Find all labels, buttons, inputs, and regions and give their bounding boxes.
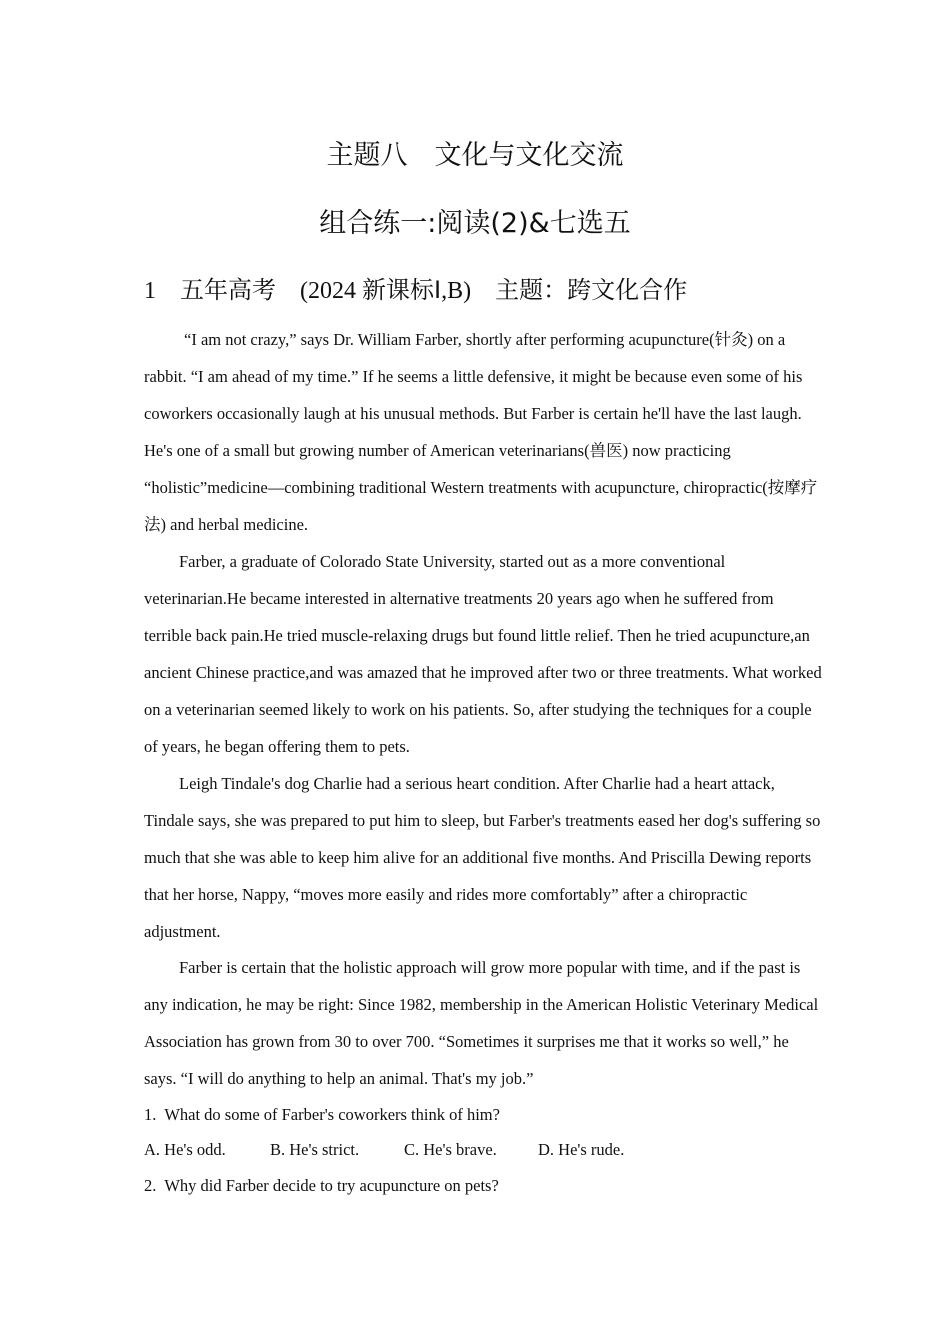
section-heading xyxy=(144,270,687,305)
section-label: 五年高考 xyxy=(180,276,276,304)
question-2: 2. Why did Farber decide to try acupuncture on pets? xyxy=(144,1176,499,1195)
question-1: 1. What do some of Farber's coworkers think of him? xyxy=(144,1105,500,1124)
section-number: 1 xyxy=(144,278,156,304)
passage-body-4 xyxy=(144,949,824,1097)
option-b: B. He's strict. xyxy=(270,1140,360,1159)
paragraph-1: “I am not crazy,” says Dr. William Farber, shortly after performing acupuncture(针灸) on a rabbit. “I am ahead of my time.” If he seems a little defensive, it might be because even some of his coworkers occasionally laugh at his unusual methods. But Farber is certain he'll have the last laugh. He's one of a small but growing number of American veterinarians(兽医) now practicing “holistic”medicine—combining traditional Western treatments with acupuncture, chiropractic(按摩疗法) and herbal medicine. xyxy=(144,330,818,534)
passage-body-2 xyxy=(144,543,824,765)
option-d: D. He's rude. xyxy=(538,1140,625,1159)
option-c: C. He's brave. xyxy=(404,1140,497,1159)
option-a: A. He's odd. xyxy=(144,1140,226,1159)
subtitle: 组合练一:阅读(2)&七选五 xyxy=(319,208,631,239)
section-topic: 主题：跨文化合作 xyxy=(495,276,688,304)
passage-body xyxy=(144,321,824,543)
passage-body-3 xyxy=(144,765,824,950)
paragraph-2: Farber, a graduate of Colorado State University, started out as a more conventional veterinarian.He became interested in alternative treatments 20 years ago when he suffered from terrible back pain.He tried muscle-relaxing drugs but found little relief. Then he tried acupuncture,an ancient Chinese practice,and was amazed that he improved after two or three treatments. What worked on a veterinarian seemed likely to work on his patients. So, after studying the techniques for a couple of years, he began offering them to pets. xyxy=(144,552,822,756)
theme-title: 主题八 文化与文化交流 xyxy=(326,140,624,171)
question-1-options xyxy=(144,1140,624,1160)
paragraph-3: Leigh Tindale's dog Charlie had a serious heart condition. After Charlie had a heart attack, Tindale says, she was prepared to put him to sleep, but Farber's treatments eased her dog's suffering so much that she was able to keep him alive for an additional five months. And Priscilla Dewing reports that her horse, Nappy, “moves more easily and rides more comfortably” after a chiropractic adjustment. xyxy=(144,774,821,941)
section-source: (2024 新课标Ⅰ,B) xyxy=(300,278,472,304)
paragraph-4: Farber is certain that the holistic approach will grow more popular with time, and if the past is any indication, he may be right: Since 1982, membership in the American Holistic Veterinary Medical Association has grown from 30 to over 700. “Sometimes it surprises me that it works so well,” he says. “I will do anything to help an animal. That's my job.” xyxy=(144,958,819,1088)
